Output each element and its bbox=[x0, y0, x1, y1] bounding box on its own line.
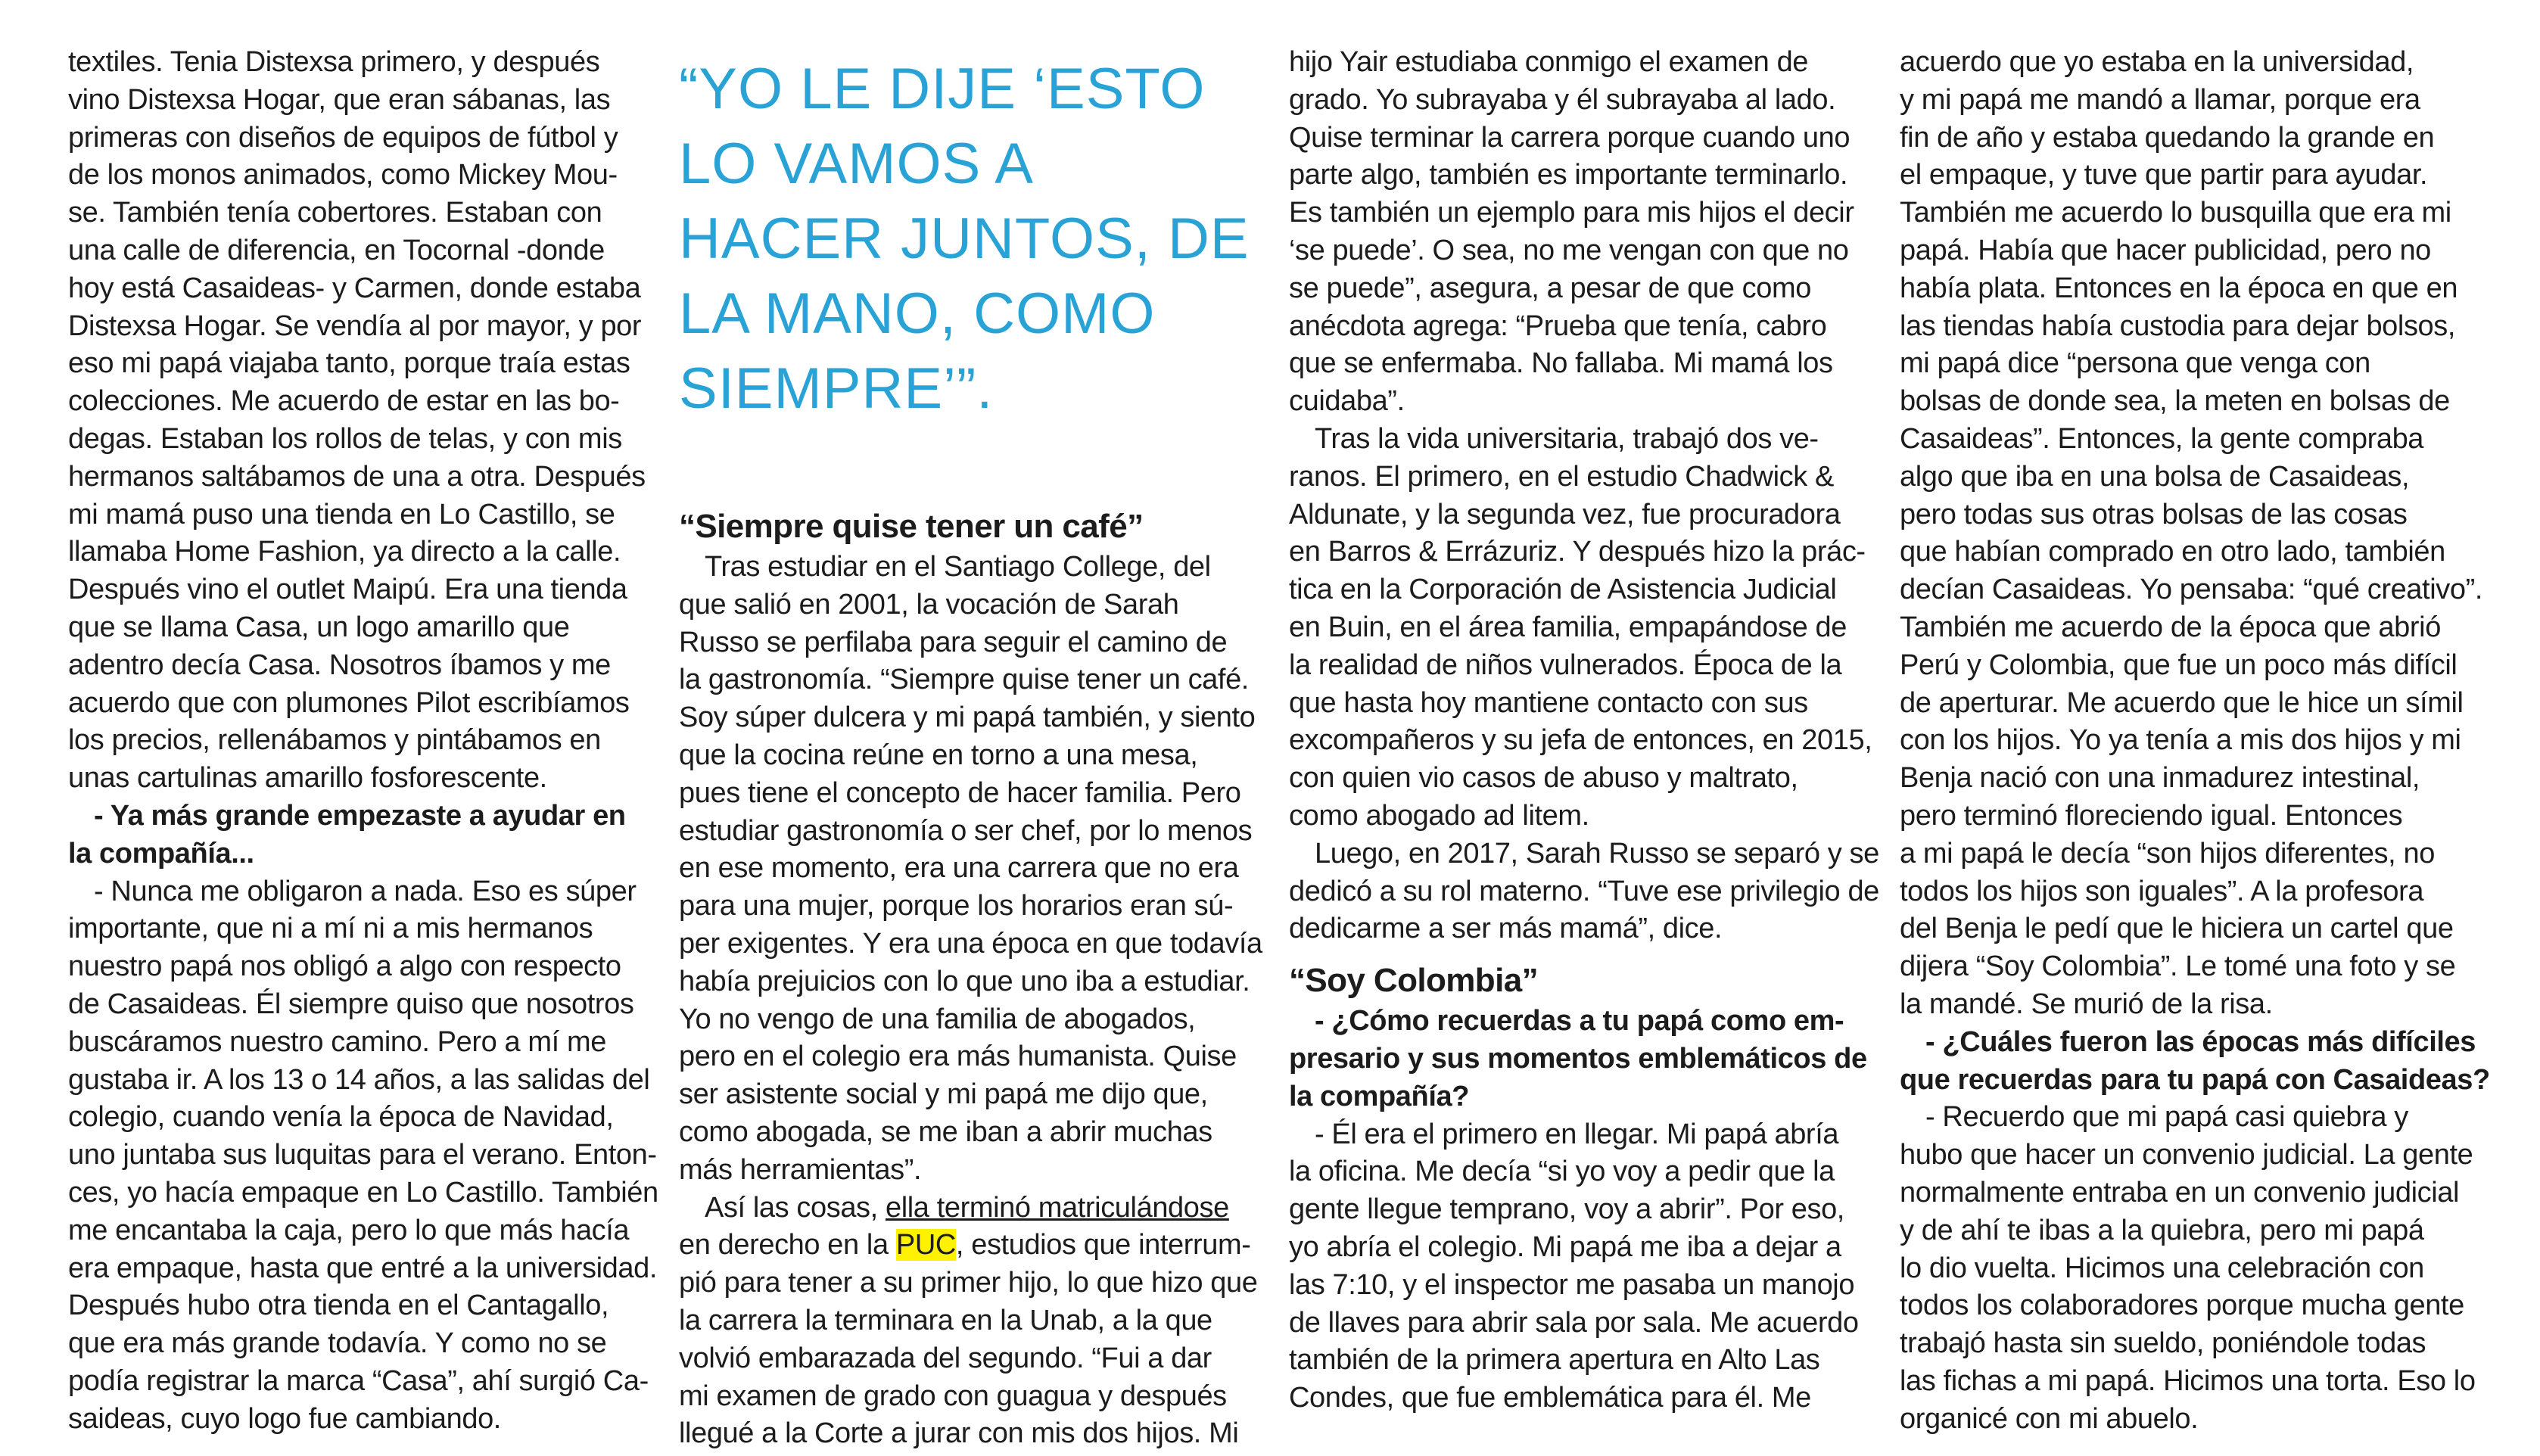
text-line: del Benja le pedí que le hiciera un cartel que bbox=[1900, 913, 2454, 945]
text-line: la compañía... bbox=[68, 837, 254, 870]
text-line: saideas, cuyo logo fue cambiando. bbox=[68, 1402, 501, 1435]
text-line: hubo que hacer un convenio judicial. La gente bbox=[1900, 1139, 2473, 1171]
text-line: lo dio vuelta. Hicimos una celebración con bbox=[1900, 1252, 2424, 1284]
paragraph bbox=[1289, 1116, 1864, 1417]
text-line: organicé con mi abuelo. bbox=[1900, 1402, 2199, 1435]
text-line: Casaideas”. Entonces, la gente compraba bbox=[1900, 422, 2424, 455]
text-line: en derecho en la PUC, estudios que interrum- bbox=[679, 1229, 1251, 1262]
text-line: me encantaba la caja, pero lo que más hacía bbox=[68, 1214, 630, 1246]
text-line: las tiendas había custodia para dejar bolsos, bbox=[1900, 310, 2456, 342]
text-line: anécdota agrega: “Prueba que tenía, cabro bbox=[1289, 310, 1827, 342]
text-line: pues tiene el concepto de hacer familia. Pero bbox=[679, 776, 1241, 809]
paragraph bbox=[1900, 1099, 2482, 1438]
text-line: bolsas de donde sea, la meten en bolsas de bbox=[1900, 385, 2450, 418]
text-line: - Nunca me obligaron a nada. Eso es súper bbox=[94, 875, 637, 907]
text-line: ces, yo hacía empaque en Lo Castillo. También bbox=[68, 1176, 658, 1209]
text-line: la mandé. Se murió de la risa. bbox=[1900, 988, 2273, 1020]
text-line: trabajó hasta sin sueldo, poniéndole todas bbox=[1900, 1327, 2426, 1360]
text-line: adentro decía Casa. Nosotros íbamos y me bbox=[68, 649, 611, 681]
text-line: papá. Había que hacer publicidad, pero no bbox=[1900, 234, 2431, 266]
text-line: era empaque, hasta que entré a la universidad. bbox=[68, 1252, 658, 1284]
text-line: colegio, cuando venía la época de Navidad, bbox=[68, 1101, 614, 1134]
text-line: mi examen de grado con guagua y después bbox=[679, 1380, 1227, 1412]
text-line: gente llegue temprano, voy a abrir”. Por eso, bbox=[1289, 1193, 1844, 1226]
paragraph bbox=[68, 873, 658, 1439]
highlighted-text: PUC bbox=[895, 1229, 956, 1262]
text-line: llamaba Home Fashion, ya directo a la calle. bbox=[68, 536, 621, 568]
text-line: tica en la Corporación de Asistencia Judicial bbox=[1289, 574, 1837, 606]
text-line: había prejuicios con lo que uno iba a estudiar. bbox=[679, 965, 1250, 997]
text-line: LA MANO, COMO bbox=[679, 282, 1156, 346]
text-line: acuerdo que con plumones Pilot escribíamos bbox=[68, 686, 630, 719]
text-line: Así las cosas, ella terminó matriculándose bbox=[705, 1191, 1229, 1224]
text-line: las 7:10, y el inspector me pasaba un manojo bbox=[1289, 1268, 1855, 1301]
text-line: También me acuerdo de la época que abrió bbox=[1900, 611, 2441, 643]
text-line: Russo se perfilaba para seguir el camino de bbox=[679, 626, 1228, 658]
text-line: podía registrar la marca “Casa”, ahí surgió Ca- bbox=[68, 1364, 649, 1397]
paragraph bbox=[1289, 421, 1872, 835]
text-line: - Él era el primero en llegar. Mi papá abría bbox=[1315, 1118, 1839, 1150]
text-line: También me acuerdo lo busquilla que era mi bbox=[1900, 197, 2451, 229]
text-line: en Barros & Errázuriz. Y después hizo la prác- bbox=[1289, 536, 1866, 568]
paragraph bbox=[679, 549, 1262, 1190]
text-line: Condes, que fue emblemática para él. Me bbox=[1289, 1382, 1811, 1414]
text-line: la realidad de niños vulnerados. Época de la bbox=[1289, 649, 1842, 681]
paragraph bbox=[1900, 44, 2482, 1024]
text-line: ranos. El primero, en el estudio Chadwick & bbox=[1289, 460, 1834, 493]
text-line: pero terminó floreciendo igual. Entonces bbox=[1900, 799, 2403, 832]
text-line: llegué a la Corte a jurar con mis dos hijos. Mi bbox=[679, 1417, 1239, 1450]
column-3 bbox=[1289, 44, 1879, 1417]
section-subtitle: “Soy Colombia” bbox=[1289, 962, 1538, 1000]
text-line: cuidaba”. bbox=[1289, 385, 1405, 418]
interview-question bbox=[68, 798, 628, 873]
text-line: nuestro papá nos obligó a algo con respecto bbox=[68, 950, 621, 983]
text-line: Aldunate, y la segunda vez, fue procuradora bbox=[1289, 498, 1841, 530]
text-line: dedicó a su rol materno. “Tuve ese privilegio de bbox=[1289, 875, 1879, 907]
text-line: el empaque, y tuve que partir para ayudar. bbox=[1900, 159, 2428, 191]
text-line: hermanos saltábamos de una a otra. Después bbox=[68, 460, 646, 493]
text-line: mi papá dice “persona que venga con bbox=[1900, 347, 2370, 380]
text-line: “YO LE DIJE ‘ESTO bbox=[679, 57, 1206, 121]
text-line: y de ahí te ibas a la quiebra, pero mi papá bbox=[1900, 1214, 2424, 1246]
text-line: SIEMPRE’”. bbox=[679, 356, 994, 421]
text-line: todos los colaboradores porque mucha gente bbox=[1900, 1290, 2464, 1322]
interview-question bbox=[1900, 1024, 2490, 1100]
text-line: los precios, rellenábamos y pintábamos en bbox=[68, 724, 601, 757]
text-line: que la cocina reúne en torno a una mesa, bbox=[679, 739, 1198, 771]
text-line: en ese momento, era una carrera que no era bbox=[679, 852, 1239, 885]
text-line: estudiar gastronomía o ser chef, por lo menos bbox=[679, 814, 1253, 847]
section-subtitle: “Siempre quise tener un café” bbox=[679, 508, 1144, 545]
text-line: decían Casaideas. Yo pensaba: “qué creativo”. bbox=[1900, 574, 2482, 606]
text-line: buscáramos nuestro camino. Pero a mí me bbox=[68, 1025, 606, 1058]
text-line: Después hubo otra tienda en el Cantagallo, bbox=[68, 1290, 609, 1322]
text-line: acuerdo que yo estaba en la universidad, bbox=[1900, 46, 2414, 78]
text-line: HACER JUNTOS, DE bbox=[679, 207, 1250, 271]
text-line: pero en el colegio era más humanista. Quise bbox=[679, 1041, 1237, 1073]
text-line: yo abría el colegio. Mi papá me iba a dejar a bbox=[1289, 1230, 1841, 1263]
paragraph bbox=[1289, 835, 1879, 948]
text-line: degas. Estaban los rollos de telas, y con mis bbox=[68, 422, 622, 455]
paragraph bbox=[68, 44, 646, 798]
text-line: hoy está Casaideas- y Carmen, donde estaba bbox=[68, 272, 641, 304]
text-line: en Buin, en el área familia, empapándose de bbox=[1289, 611, 1847, 643]
paragraph bbox=[679, 1190, 1258, 1454]
text-line: que era más grande todavía. Y como no se bbox=[68, 1327, 607, 1360]
text-line: se puede”, asegura, a pesar de que como bbox=[1289, 272, 1811, 304]
text-line: que habían comprado en otro lado, también bbox=[1900, 536, 2445, 568]
text-line: textiles. Tenia Distexsa primero, y después bbox=[68, 46, 600, 78]
text-line: Después vino el outlet Maipú. Era una tienda bbox=[68, 574, 627, 606]
column-1 bbox=[68, 44, 658, 1438]
text-line: la gastronomía. “Siempre quise tener un café. bbox=[679, 664, 1249, 696]
text-line: presario y sus momentos emblemáticos de bbox=[1289, 1042, 1867, 1075]
text-line: como abogado ad litem. bbox=[1289, 799, 1589, 832]
text-line: Distexsa Hogar. Se vendía al por mayor, y por bbox=[68, 310, 642, 342]
text-line: con quien vio casos de abuso y maltrato, bbox=[1289, 762, 1798, 795]
text-line: per exigentes. Y era una época en que todavía bbox=[679, 927, 1262, 960]
text-line: más herramientas”. bbox=[679, 1153, 922, 1186]
text-line: una calle de diferencia, en Tocornal -donde bbox=[68, 234, 605, 266]
text-line: importante, que ni a mí ni a mis hermanos bbox=[68, 913, 593, 945]
text-line: pió para tener a su primer hijo, lo que hizo que bbox=[679, 1267, 1258, 1299]
column-4 bbox=[1900, 44, 2490, 1438]
text-line: uno juntaba sus luquitas para el verano. Enton- bbox=[68, 1139, 657, 1171]
interview-question bbox=[1289, 1003, 1867, 1115]
text-line: primeras con diseños de equipos de fútbol y bbox=[68, 121, 618, 154]
text-line: la oficina. Me decía “si yo voy a pedir que la bbox=[1289, 1156, 1835, 1188]
text-line: Tras la vida universitaria, trabajó dos ve- bbox=[1315, 422, 1819, 455]
text-line: las fichas a mi papá. Hicimos una torta. Eso lo bbox=[1900, 1364, 2476, 1397]
text-line: Es también un ejemplo para mis hijos el decir bbox=[1289, 197, 1854, 229]
text-line: que se enfermaba. No fallaba. Mi mamá los bbox=[1289, 347, 1833, 380]
text-line: que se llama Casa, un logo amarillo que bbox=[68, 611, 570, 643]
text-line: - ¿Cómo recuerdas a tu papá como em- bbox=[1315, 1005, 1844, 1038]
text-line: vino Distexsa Hogar, que eran sábanas, las bbox=[68, 83, 611, 116]
text-line: eso mi papá viajaba tanto, porque traía estas bbox=[68, 347, 630, 380]
text-line: Soy súper dulcera y mi papá también, y siento bbox=[679, 702, 1256, 734]
text-line: la compañía? bbox=[1289, 1080, 1470, 1112]
text-line: Luego, en 2017, Sarah Russo se separó y se bbox=[1315, 837, 1879, 870]
text-line: Tras estudiar en el Santiago College, del bbox=[705, 551, 1211, 583]
text-line: normalmente entraba en un convenio judicial bbox=[1900, 1176, 2460, 1209]
text-line: colecciones. Me acuerdo de estar en las bo- bbox=[68, 385, 620, 418]
text-line: para una mujer, porque los horarios eran sú- bbox=[679, 890, 1234, 922]
text-line: unas cartulinas amarillo fosforescente. bbox=[68, 762, 547, 795]
text-line: que salió en 2001, la vocación de Sarah bbox=[679, 588, 1179, 621]
column-2 bbox=[679, 44, 1262, 1453]
text-line: - ¿Cuáles fueron las épocas más difíciles bbox=[1925, 1025, 2476, 1058]
text-line: de Casaideas. Él siempre quiso que nosotros bbox=[68, 988, 634, 1020]
text-line: también de la primera apertura en Alto Las bbox=[1289, 1344, 1820, 1377]
text-line: y mi papá me mandó a llamar, porque era bbox=[1900, 83, 2420, 116]
text-line: Yo no vengo de una familia de abogados, bbox=[679, 1003, 1196, 1035]
text-line: que hasta hoy mantiene contacto con sus bbox=[1289, 686, 1808, 719]
paragraph bbox=[1289, 44, 1864, 421]
text-line: Perú y Colombia, que fue un poco más difícil bbox=[1900, 649, 2458, 681]
text-line: se. También tenía cobertores. Estaban con bbox=[68, 197, 602, 229]
text-line: parte algo, también es importante terminarlo. bbox=[1289, 159, 1848, 191]
text-line: fin de año y estaba quedando la grande en bbox=[1900, 121, 2435, 154]
text-line: Benja nació con una inmadurez intestinal, bbox=[1900, 762, 2420, 795]
text-line: - Recuerdo que mi papá casi quiebra y bbox=[1925, 1101, 2408, 1134]
text-line: de llaves para abrir sala por sala. Me acuerdo bbox=[1289, 1306, 1859, 1339]
underlined-text: ella terminó matriculándose bbox=[885, 1191, 1229, 1224]
text-line: de aperturar. Me acuerdo que le hice un símil bbox=[1900, 686, 2464, 719]
text-line: de los monos animados, como Mickey Mou- bbox=[68, 159, 618, 191]
text-line: LO VAMOS A bbox=[679, 132, 1034, 196]
text-line: que recuerdas para tu papá con Casaideas? bbox=[1900, 1063, 2490, 1096]
text-line: mi mamá puso una tienda en Lo Castillo, se bbox=[68, 498, 615, 530]
text-line: volvió embarazada del segundo. “Fui a dar bbox=[679, 1342, 1212, 1374]
text-line: a mi papá le decía “son hijos diferentes, no bbox=[1900, 837, 2435, 870]
text-line: pero todas sus otras bolsas de las cosas bbox=[1900, 498, 2408, 530]
text-line: algo que iba en una bolsa de Casaideas, bbox=[1900, 460, 2410, 493]
text-line: ser asistente social y mi papá me dijo que, bbox=[679, 1078, 1208, 1111]
pull-quote bbox=[679, 51, 1254, 426]
text-line: grado. Yo subrayaba y él subrayaba al lado. bbox=[1289, 83, 1836, 116]
text-line: todos los hijos son iguales”. A la profesora bbox=[1900, 875, 2424, 907]
text-line: ‘se puede’. O sea, no me vengan con que no bbox=[1289, 234, 1849, 266]
text-line: dedicarme a ser más mamá”, dice. bbox=[1289, 913, 1723, 945]
text-line: Quise terminar la carrera porque cuando uno bbox=[1289, 121, 1851, 154]
text-line: la carrera la terminara en la Unab, a la que bbox=[679, 1304, 1212, 1336]
text-line: - Ya más grande empezaste a ayudar en bbox=[94, 799, 626, 832]
text-line: gustaba ir. A los 13 o 14 años, a las salidas del bbox=[68, 1063, 650, 1096]
text-line: había plata. Entonces en la época en que en bbox=[1900, 272, 2458, 304]
text-line: con los hijos. Yo ya tenía a mis dos hijos y mi bbox=[1900, 724, 2461, 757]
text-line: como abogada, se me iban a abrir muchas bbox=[679, 1115, 1212, 1148]
text-line: hijo Yair estudiaba conmigo el examen de bbox=[1289, 46, 1809, 78]
text-line: dijera “Soy Colombia”. Le tomé una foto y se bbox=[1900, 950, 2456, 983]
text-line: excompañeros y su jefa de entonces, en 2015, bbox=[1289, 724, 1872, 757]
